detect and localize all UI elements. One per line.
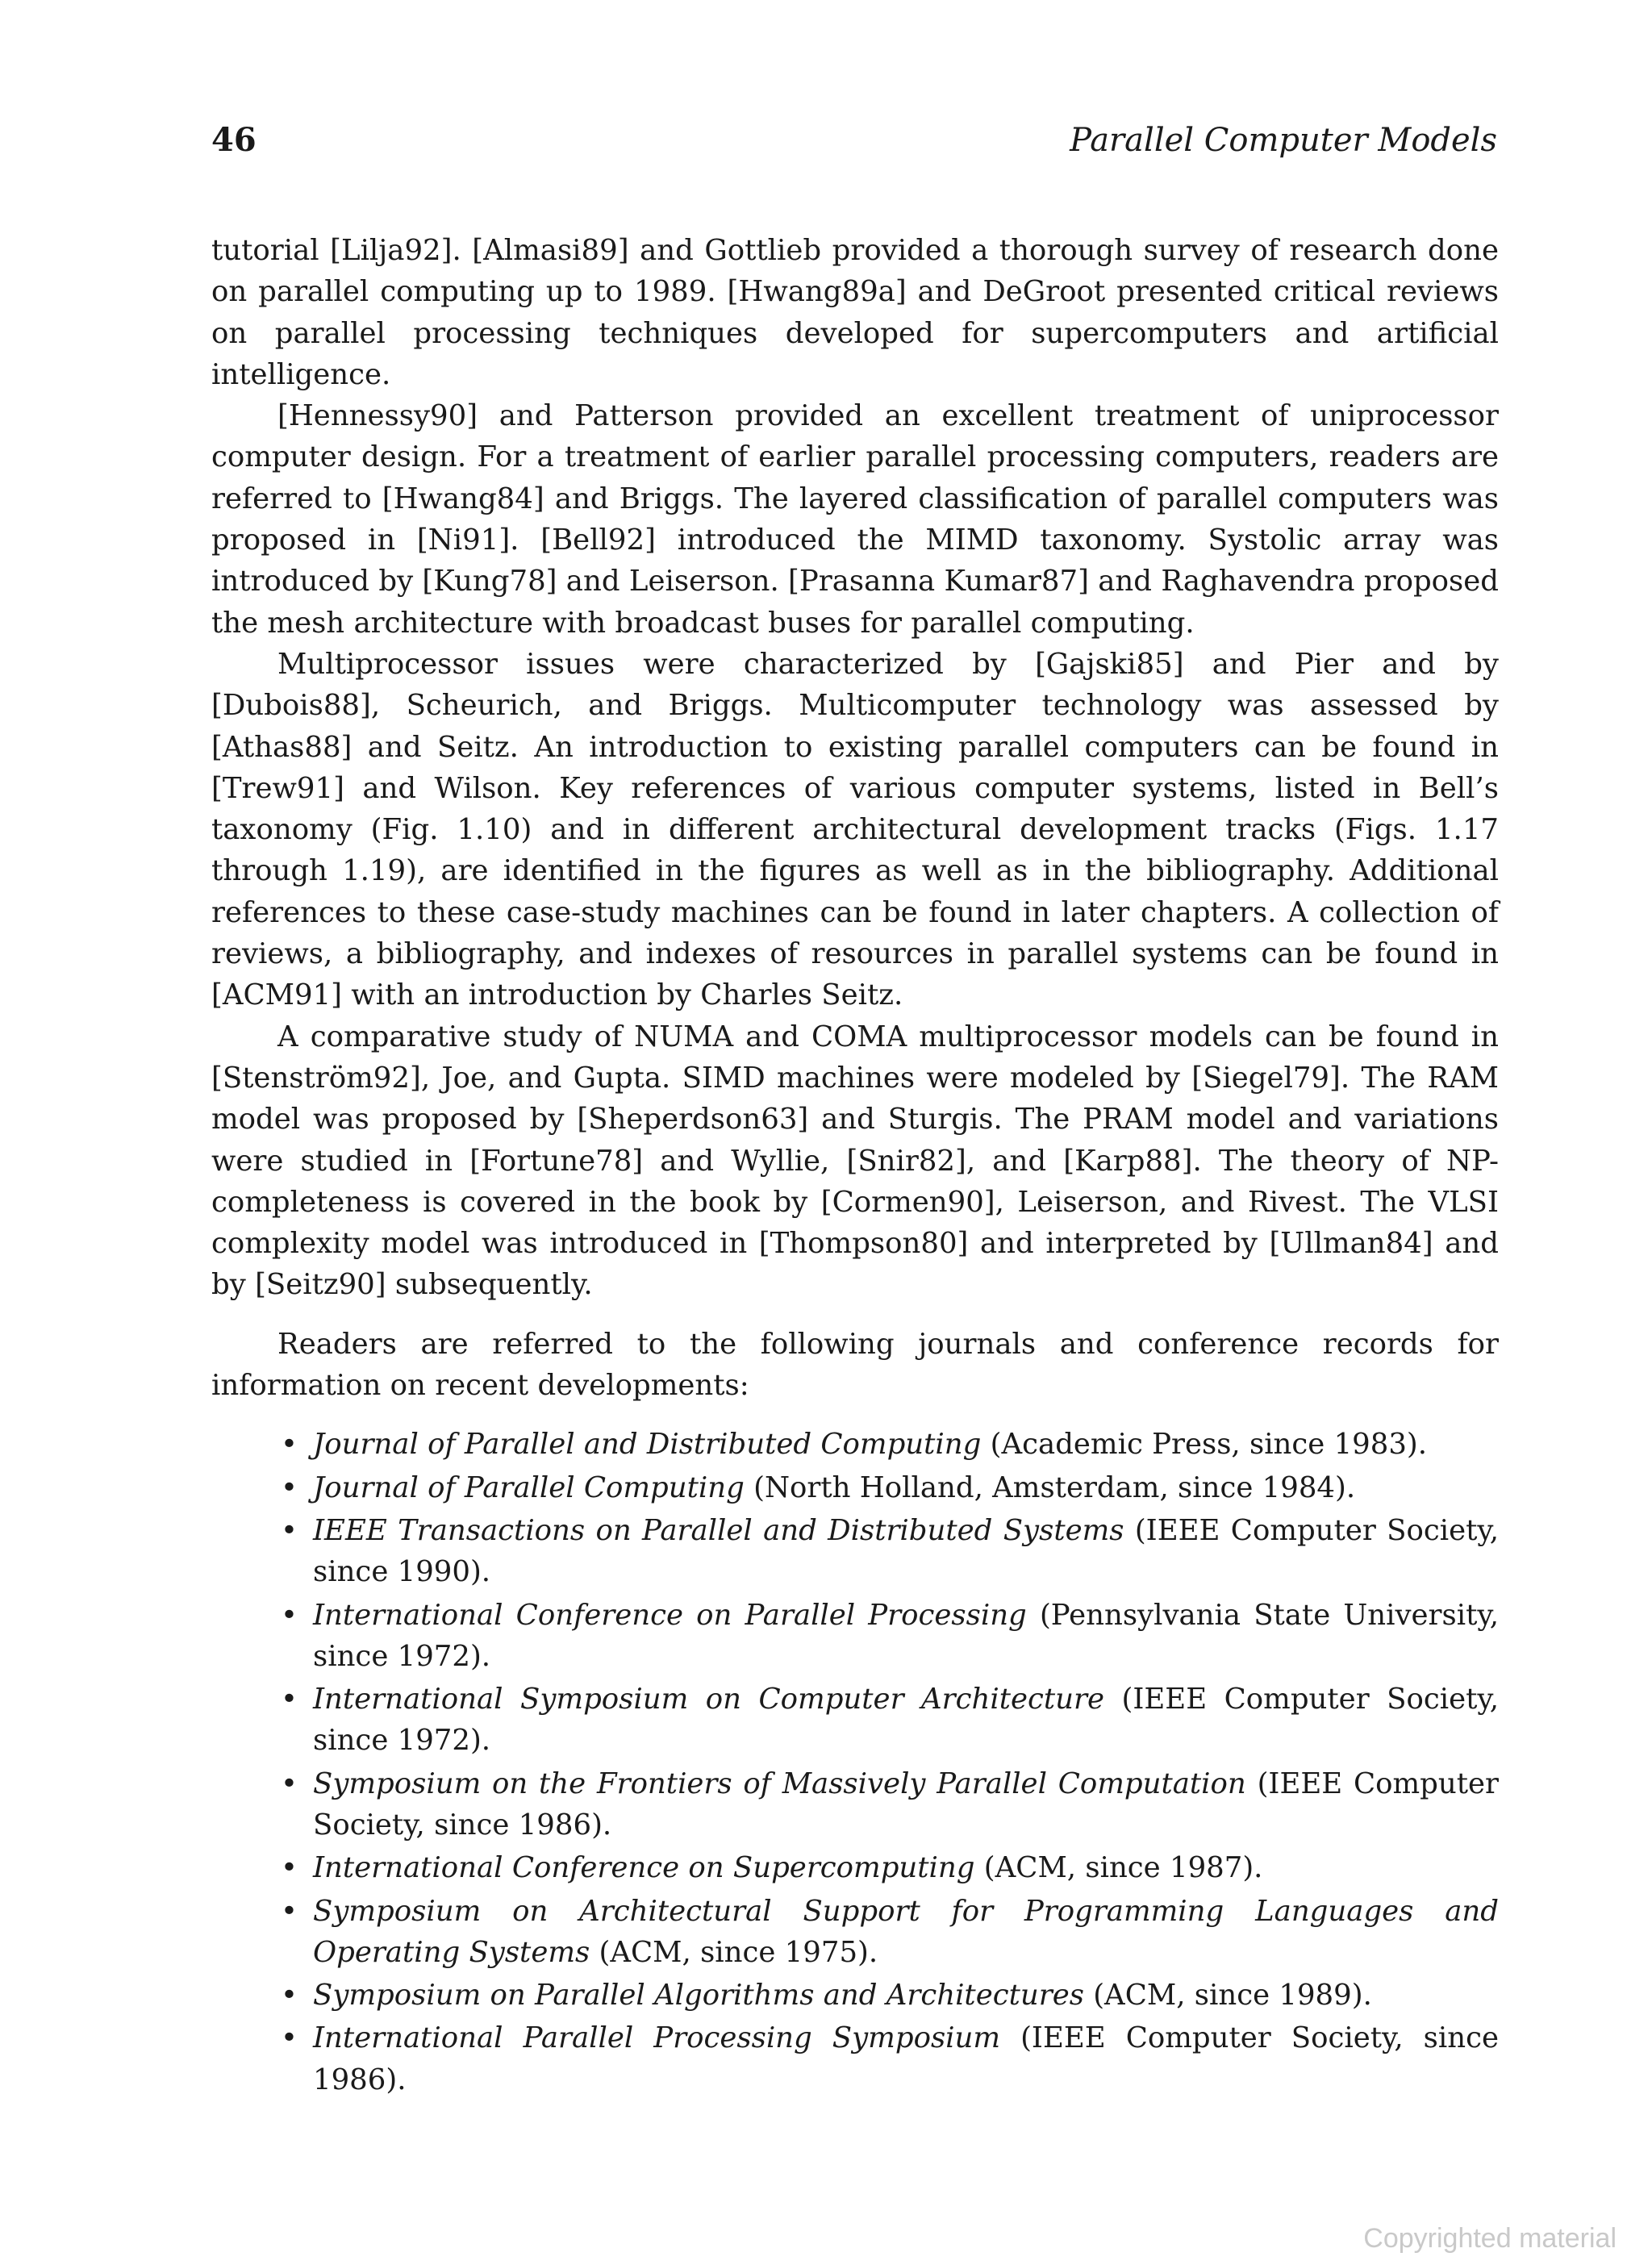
readers-intro: Readers are referred to the following journals and conference records for information on recent developments: (211, 1327, 1499, 1403)
bullet-icon: • (281, 1979, 298, 2013)
journal-detail: (IEEE Computer Society, since 1972). (313, 1683, 1499, 1758)
journal-detail: (ACM, since 1989). (1083, 1979, 1372, 2013)
paragraph: Multiprocessor issues were characterized by [Gajski85] and Pier and by [Dubois88], Scheurich, and Briggs. Multicomputer technology was assessed by [Athas88] and Seitz. An introduction to existing parallel computers can be found in [Trew91] and Wilson. Key references of various computer systems, listed in Bell’s taxonomy (Fig. 1.10) and in different architectural development tracks (Figs. 1.17 through 1.19), are identified in the figures as well as in the bibliography. Additional references to these case-study machines can be found in later chapters. A collection of reviews, a bibliography, and indexes of resources in parallel systems can be found in [ACM91] with an introduction by Charles Seitz. (211, 647, 1499, 1012)
list-item (281, 1595, 1499, 1678)
list-item (281, 1510, 1499, 1593)
journal-detail: (IEEE Computer Society, since 1986). (313, 1767, 1499, 1842)
journal-title: Symposium on the Frontiers of Massively Parallel Computation (313, 1767, 1246, 1800)
bullet-icon: • (281, 2021, 298, 2055)
list-item (281, 1424, 1499, 1465)
journal-title: International Symposium on Computer Architecture (313, 1683, 1105, 1716)
list-item (281, 1679, 1499, 1762)
journal-detail: (ACM, since 1987). (974, 1851, 1263, 1885)
journal-title: IEEE Transactions on Parallel and Distributed Systems (313, 1513, 1124, 1547)
journal-title: International Parallel Processing Symposium (313, 2021, 1001, 2055)
journal-detail: (IEEE Computer Society, since 1986). (313, 2021, 1499, 2096)
journal-title: Journal of Parallel Computing (313, 1470, 745, 1504)
bullet-icon: • (281, 1513, 298, 1547)
copyright-watermark: Copyrighted material (1363, 2223, 1617, 2254)
journal-list (211, 1424, 1499, 2100)
list-item (281, 1847, 1499, 1888)
bullet-icon: • (281, 1767, 298, 1800)
journal-detail: (ACM, since 1975). (590, 1935, 878, 1969)
list-item (281, 1891, 1499, 1974)
bullet-icon: • (281, 1851, 298, 1885)
journal-detail: (North Holland, Amsterdam, since 1984). (744, 1470, 1356, 1504)
page-number: 46 (211, 121, 257, 159)
list-item (281, 2017, 1499, 2100)
body-text (211, 230, 1499, 2102)
running-title: Parallel Computer Models (1070, 122, 1497, 159)
bullet-icon: • (281, 1470, 298, 1504)
paragraph: [Hennessy90] and Patterson provided an excellent treatment of uniprocessor computer design. For a treatment of earlier parallel processing computers, readers are referred to [Hwang84] and Briggs. The layered classification of parallel computers was proposed in [Ni91]. [Bell92] introduced the MIMD taxonomy. Systolic array was introduced by [Kung78] and Leiserson. [Prasanna Kumar87] and Raghavendra proposed the mesh architecture with broadcast buses for parallel computing. (211, 399, 1499, 640)
list-item (281, 1763, 1499, 1846)
list-item (281, 1467, 1499, 1508)
journal-title: International Conference on Supercomputing (313, 1851, 975, 1885)
journal-title: Symposium on Architectural Support for Programming Languages and Operating Systems (313, 1894, 1499, 1969)
journal-detail: (Academic Press, since 1983). (981, 1428, 1428, 1462)
bullet-icon: • (281, 1683, 298, 1716)
bullet-icon: • (281, 1894, 298, 1928)
paragraph: tutorial [Lilja92]. [Almasi89] and Gottlieb provided a thorough survey of research done on parallel computing up to 1989. [Hwang89a] and DeGroot presented critical reviews on parallel processing techniques developed for supercomputers and artificial intelligence. (211, 234, 1499, 391)
journal-title: Symposium on Parallel Algorithms and Architectures (313, 1979, 1084, 2013)
journal-title: International Conference on Parallel Processing (313, 1598, 1027, 1632)
running-head (211, 121, 1497, 159)
journal-title: Journal of Parallel and Distributed Computing (313, 1428, 982, 1462)
bullet-icon: • (281, 1428, 298, 1462)
paragraph: A comparative study of NUMA and COMA multiprocessor models can be found in [Stenström92], Joe, and Gupta. SIMD machines were modeled by [Siegel79]. The RAM model was proposed by [Sheperdson63] and Sturgis. The PRAM model and variations were studied in [Fortune78] and Wyllie, [Snir82], and [Karp88]. The theory of NP-completeness is covered in the book by [Cormen90], Leiserson, and Rivest. The VLSI complexity model was introduced in [Thompson80] and interpreted by [Ullman84] and by [Seitz90] subsequently. (211, 1020, 1499, 1302)
bullet-icon: • (281, 1598, 298, 1632)
journal-detail: (IEEE Computer Society, since 1990). (313, 1513, 1499, 1589)
list-item (281, 1975, 1499, 2016)
journal-detail: (Pennsylvania State University, since 1972). (313, 1598, 1499, 1673)
